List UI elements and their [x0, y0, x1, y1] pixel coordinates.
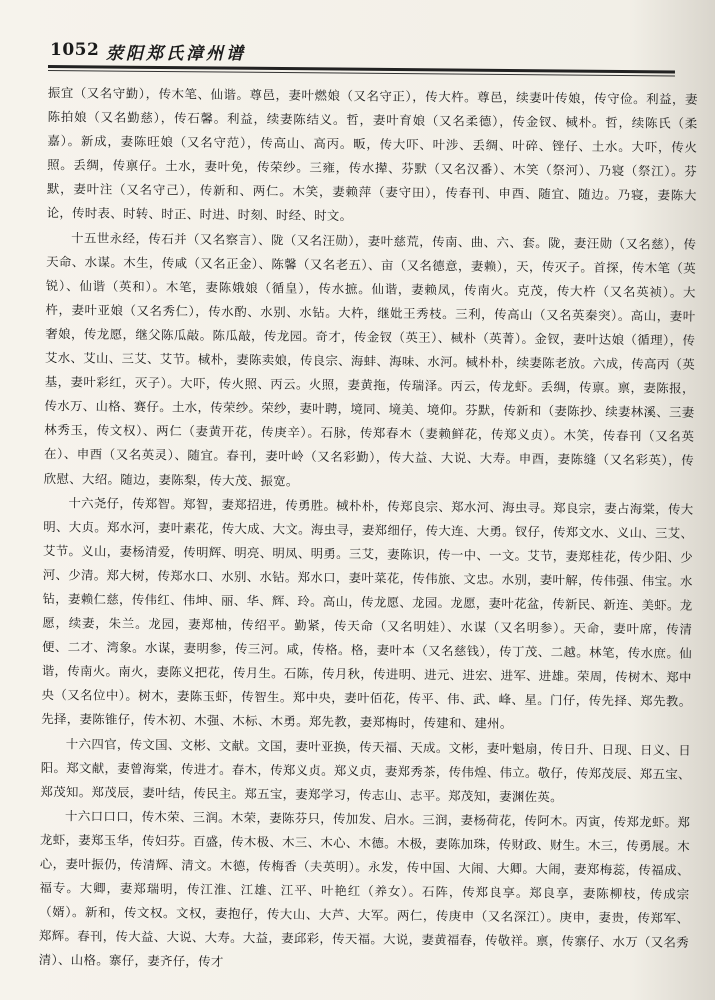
genealogy-text — [39, 81, 698, 993]
paragraph: 十六四官，传文国、文彬、文献。文国，妻叶亚换，传天福、天成。文彬，妻叶魁扇，传日升、日现、日义、日阳。郑文献，妻曾海棠，传进才。春木，传郑义贞。郑义贞，妻郑秀茶，传伟煌、伟立。敬仔，传郑茂辰、郑五宝、郑茂知。郑茂辰，妻叶结，传民主。郑五宝，妻郑学习，传志山、志平。郑茂知，妻渊佐英。 — [40, 735, 692, 805]
page-header — [48, 38, 675, 76]
paragraph: 十五世永经，传石并（又名察言）、陇（又名汪勋），妻叶慈荒，传南、曲、六、套。陇，妻汪勋（又名慈），传天命、水谋。木生，传咸（又名正金）、陈馨（又名老五）、亩（又名德意，妻赖），天，传灭子。首探，传木笔（英锐）、仙谐（英和）。木笔，妻陈娥娘（循皇），传水摭。仙谐，妻赖凤，传南火。克茂，传大杵（又名英祯）。大杵，妻叶亚娘（又名秀仁），传水酌、水别、水钻。大杵，继妣王秀枝。三利，传高山（又名英秦突）。高山，妻叶奢娘，传龙愿，继父陈瓜敲。陈瓜敲，传龙园。奇才，传金钗（英王）、棫朴（英菁）。金钗，妻叶达娘（循理），传艾水、艾山、三艾、艾节。棫朴，妻陈卖娘，传良宗、海蚌、海味、水河。棫朴朴，续妻陈老放。六成，传高丙（英基，妻叶彩红，灭子）。大吓，传火照、丙云。火照，妻黄拖，传瑞泽。丙云，传龙虾。丢绸，传禀。禀，妻陈报，传水万、山格、赛仔。土水，传荣纱。荣纱，妻叶聘，境同、境美、境仰。芬默，传新和（妻陈抄、续妻林溪、三妻林秀玉，传文权）、两仁（妻黄开花，传庚辛）。石脉，传郑春木（妻赖鲜花，传郑义贞）。木笑，传春刊（又名英在）、申酉（又名英灵）、随宜。春刊，妻叶岭（又名彩勤），传大益、大说、大寿。申酉，妻陈缝（又名彩英），传欣慰、大绍。随边，妻陈梨，传大茂、振宽。 — [43, 229, 697, 489]
paragraph: 十六尧仔，传郑智。郑智，妻郑招进，传勇胜。棫朴朴，传郑良宗、郑水河、海虫寻。郑良宗，妻占海棠，传大明、大贞。郑水河，妻叶素花，传大成、大文。海虫寻，妻郑细仔，传大连、大勇。钗仔，传郑文水、义山、三艾、艾节。义山，妻杨清爱，传明辉、明亮、明凤、明勇。三艾，妻陈识，传一中、一文。艾节，妻郑桂花，传少阳、少河、少清。郑大树，传郑水口、水别、水钻。郑水口，妻叶菜花，传伟旅、文忠。水别，妻叶解，传伟强、伟宝。水钻，妻赖仁慈，传伟红、伟坤、丽、华、辉、玲。高山，传龙愿、龙园。龙愿，妻叶花盆，传新民、新连、美虾。龙愿，续妻，朱兰。龙园，妻郑柚，传绍平。勤紧，传天命（又名明娃）、水谋（又名明参）。天命，妻叶席，传清便、二才、湾象。水谋，妻明参，传三河。咸，传格。格，妻叶本（又名慈钱），传丁茂、二越。林笔，传水庶。仙谐，传南火。南火，妻陈义把花，传月生。石陈，传月秋，传进明、进元、进宏、进军、进雄。荣周，传树木、郑中央（又名位中）。树木，妻陈玉虾，传智生。郑中央，妻叶佰花，传平、伟、武、峰、星。门仔，传先择、郑先教。先择，妻陈锥仔，传木初、木强、木标、木勇。郑先教，妻郑梅时，传建和、建州。 — [41, 494, 694, 732]
page-number: 1052 — [50, 40, 100, 60]
paragraph: 十六口口口，传木荣、三润。木荣，妻陈芬只，传加发、启水。三润，妻杨荷花，传阿木。丙寅，传郑龙虾。郑龙虾，妻郑玉华，传妇芬。百盛，传木极、木三、木心、木德。木极，妻陈加珠，传财政、财生。木三，传勇展。木心，妻叶振仍，传清辉、清文。木德，传梅香（夫英明）。永发，传中国、大闹、大卿。大闹，妻郑梅蕊，传福成、福专。大卿，妻郑瑞明，传江淮、江雄、江平、叶艳红（养女）。石阵，传郑良享。郑良享，妻陈柳枝，传成宗（婿）。新和，传文权。文权，妻抱仔，传大山、大芦、大军。两仁，传庚申（又名深江）。庚申，妻贵，传郑军、郑辉。春刊，传大益、大说、大寿。大益，妻邱彩，传天福。大说，妻黄福春，传敬祥。禀，传寨仔、水万（又名秀清）、山格。寨仔，妻齐仔，传才 — [38, 808, 691, 970]
book-title: 荥阳郑氏漳州谱 — [106, 44, 246, 64]
paragraph: 振宜（又名守勤），传木笔、仙谐。尊邑，妻叶燃娘（又名守正），传大杵。尊邑，续妻叶传娘，传守俭。利益，妻陈拍娘（又名勤慈），传石馨。利益，续妻陈结义。哲，妻叶育娘（又名柔德），传金钗、棫朴。哲，续陈氏（柔嘉）。新成，妻陈旺娘（又名守范），传高山、高丙。畈，传大吓、叶涉、丢绸、叶碎、锉仔、土水。大吓，传火照。丢绸，传禀仔。土水，妻叶免，传荣纱。三雍，传水撵、芬默（又名汉番）、木笑（祭河）、乃寝（祭江）。芬默，妻叶注（又名守己），传新和、两仁。木笑，妻赖萍（妻守田），传春刊、申酉、随宜、随边。乃寝，妻陈大论，传时表、时转、时正、时进、时刻、时经、时文。 — [46, 84, 698, 224]
